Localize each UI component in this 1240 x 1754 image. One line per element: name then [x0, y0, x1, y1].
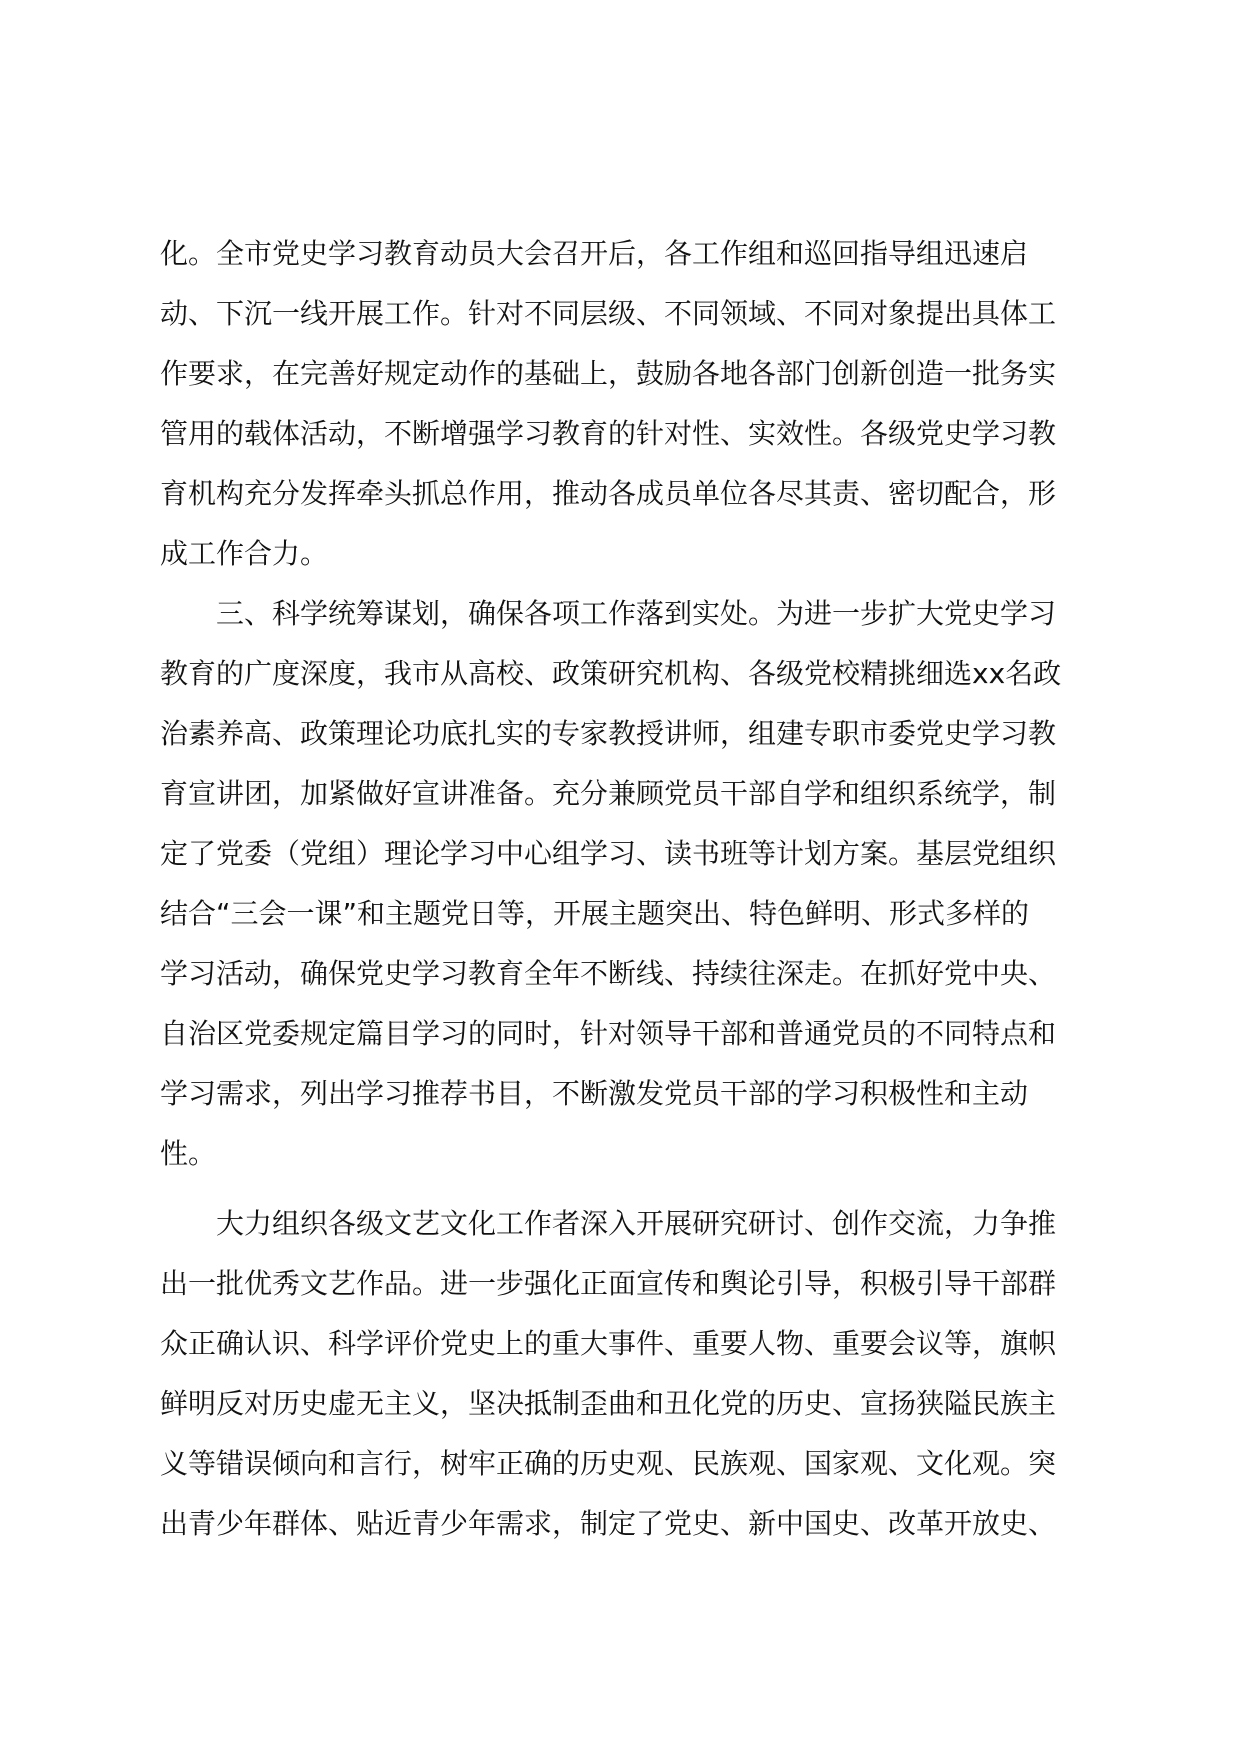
paragraph-3	[160, 1194, 1090, 1554]
text-line: 育宣讲团，加紧做好宣讲准备。充分兼顾党员干部自学和组织系统学，制	[160, 777, 1057, 810]
text-line: 鲜明反对历史虚无主义，坚决抵制歪曲和丑化党的历史、宣扬狭隘民族主	[160, 1387, 1057, 1420]
document-body	[160, 224, 1090, 1554]
text-line: 三、科学统筹谋划，确保各项工作落到实处。为进一步扩大党史学习	[160, 597, 1057, 630]
text-line: 性。	[160, 1137, 217, 1170]
text-line: 出一批优秀文艺作品。进一步强化正面宣传和舆论引导，积极引导干部群	[160, 1267, 1057, 1300]
text-line: 出青少年群体、贴近青少年需求，制定了党史、新中国史、改革开放史、	[160, 1507, 1057, 1540]
paragraph-gap	[160, 1184, 1090, 1194]
text-line: 学习需求，列出学习推荐书目，不断激发党员干部的学习积极性和主动	[160, 1077, 1029, 1110]
text-line: 结合“三会一课”和主题党日等，开展主题突出、特色鲜明、形式多样的	[160, 897, 1030, 930]
text-line: 作要求，在完善好规定动作的基础上，鼓励各地各部门创新创造一批务实	[160, 357, 1057, 390]
text-line: 化。全市党史学习教育动员大会召开后，各工作组和巡回指导组迅速启	[160, 237, 1029, 270]
text-line: 大力组织各级文艺文化工作者深入开展研究研讨、创作交流，力争推	[160, 1207, 1057, 1240]
text-line: 治素养高、政策理论功底扎实的专家教授讲师，组建专职市委党史学习教	[160, 717, 1057, 750]
text-line: 义等错误倾向和言行，树牢正确的历史观、民族观、国家观、文化观。突	[160, 1447, 1057, 1480]
paragraph-1	[160, 224, 1090, 584]
text-line: 育机构充分发挥牵头抓总作用，推动各成员单位各尽其责、密切配合，形	[160, 477, 1057, 510]
text-line: 教育的广度深度，我市从高校、政策研究机构、各级党校精挑细选xx名政	[160, 657, 1062, 690]
text-line: 动、下沉一线开展工作。针对不同层级、不同领域、不同对象提出具体工	[160, 297, 1057, 330]
text-line: 定了党委（党组）理论学习中心组学习、读书班等计划方案。基层党组织	[160, 837, 1057, 870]
text-line: 成工作合力。	[160, 537, 329, 570]
text-line: 众正确认识、科学评价党史上的重大事件、重要人物、重要会议等，旗帜	[160, 1327, 1057, 1360]
text-line: 学习活动，确保党史学习教育全年不断线、持续往深走。在抓好党中央、	[160, 957, 1057, 990]
text-line: 管用的载体活动，不断增强学习教育的针对性、实效性。各级党史学习教	[160, 417, 1057, 450]
paragraph-2	[160, 584, 1090, 1184]
text-line: 自治区党委规定篇目学习的同时，针对领导干部和普通党员的不同特点和	[160, 1017, 1057, 1050]
